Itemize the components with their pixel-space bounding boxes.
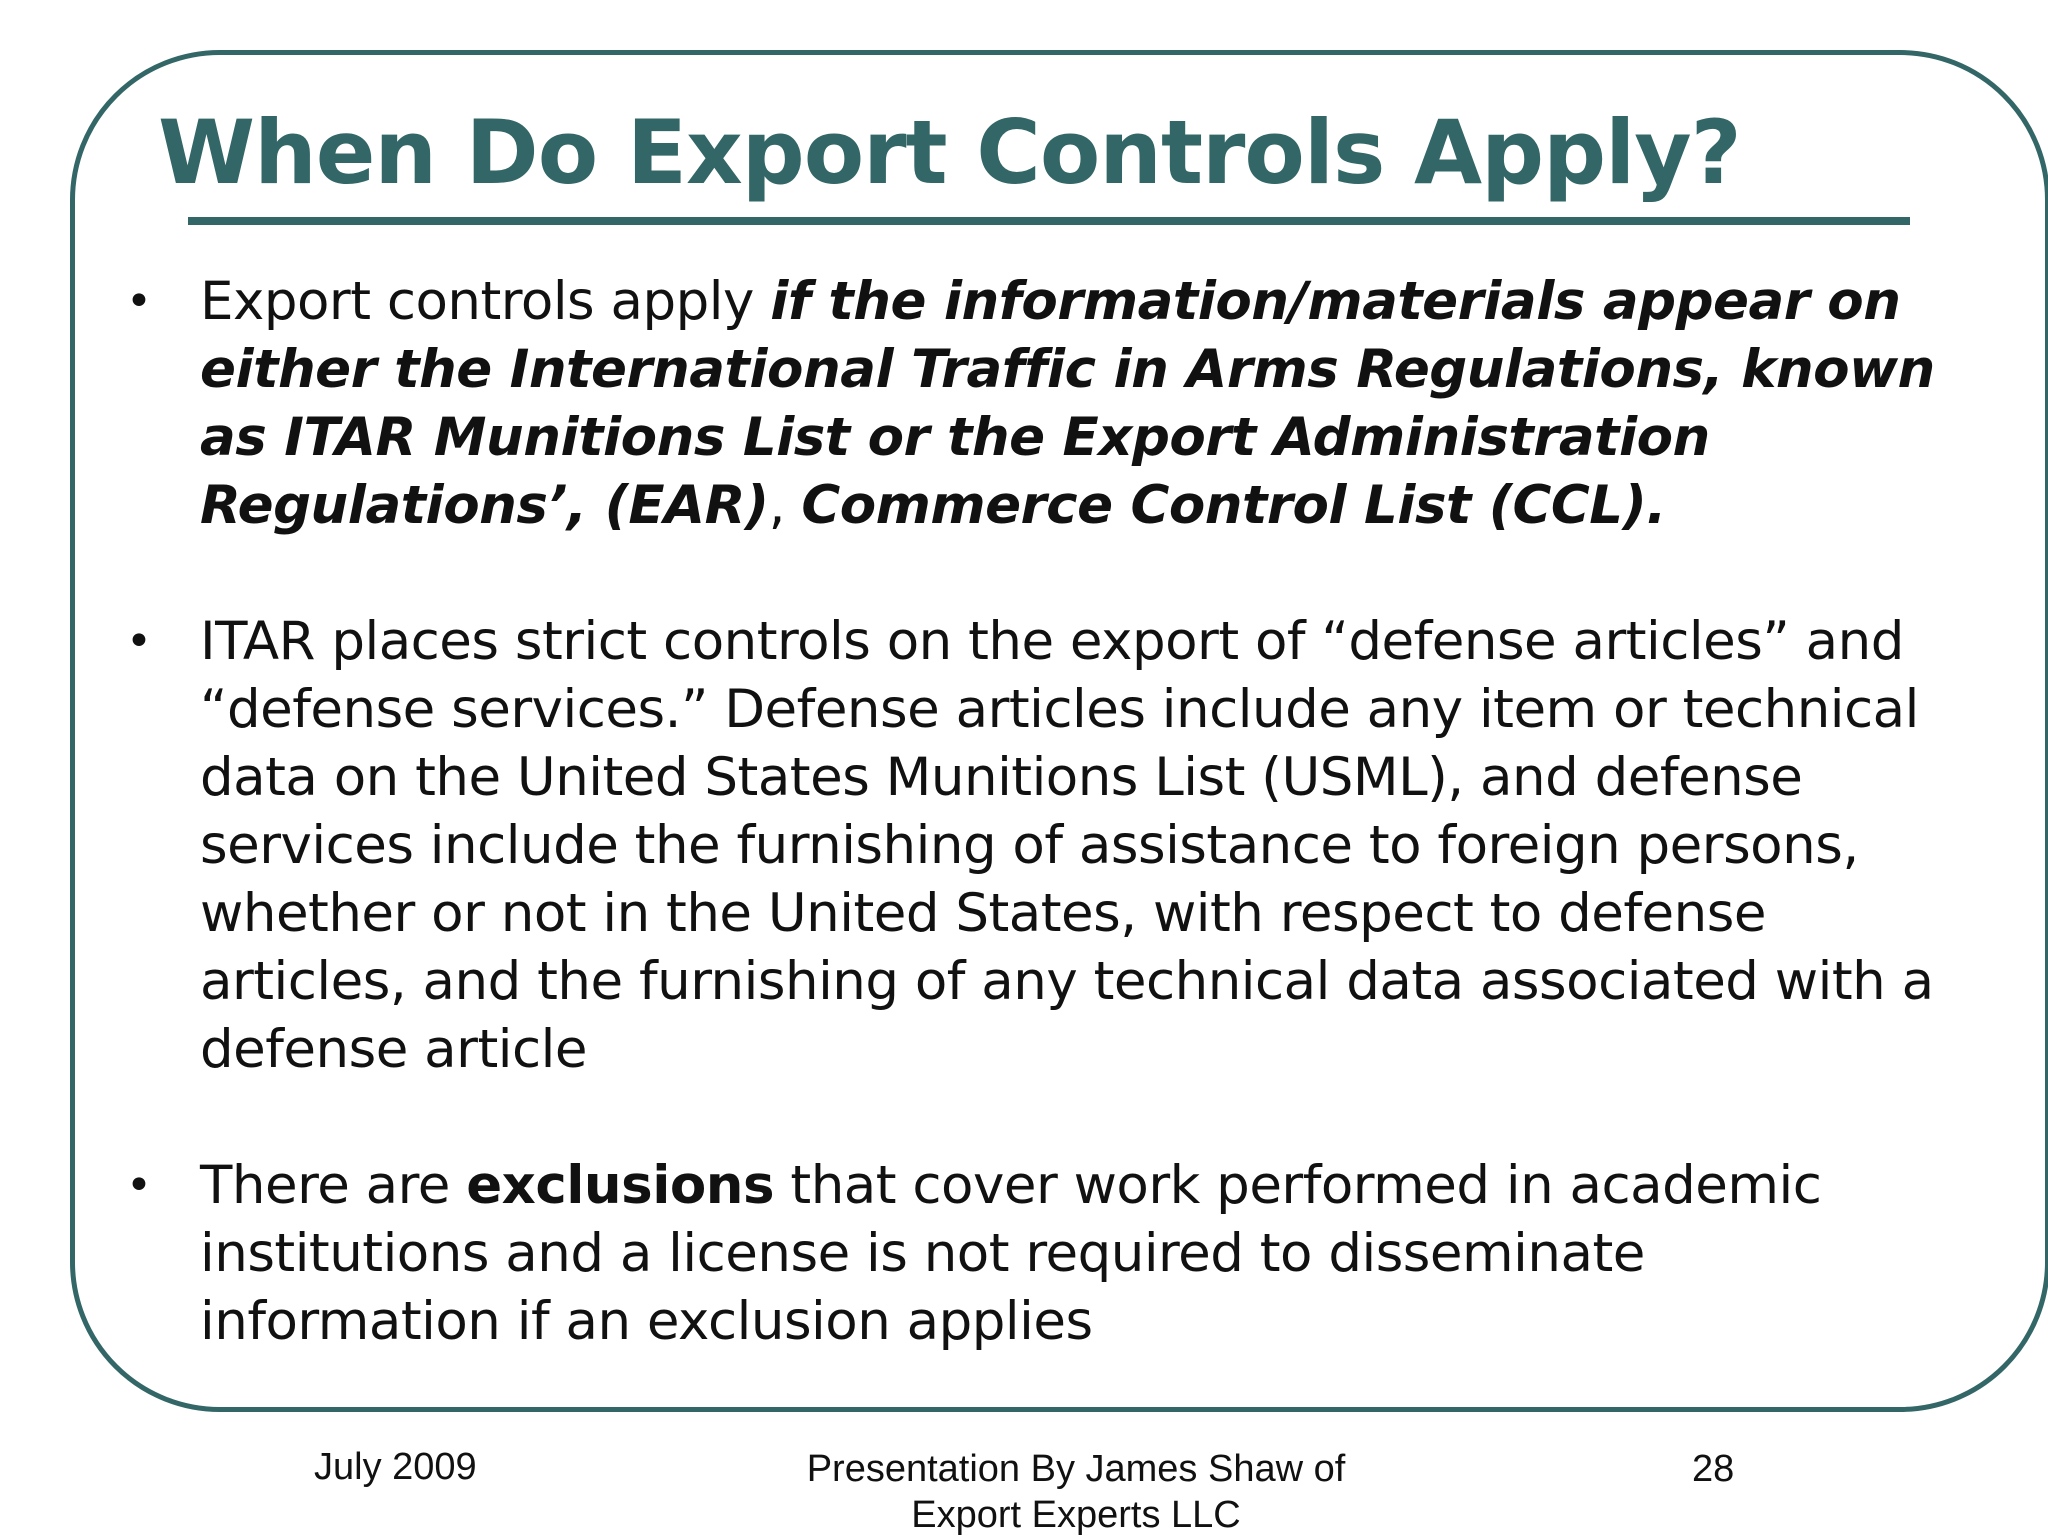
bullet-3-emphasis: exclusions: [466, 1155, 775, 1216]
bullet-1-emphasis: if the information/materials appear on either the International Traffic in Arms Regulations, known as ITAR Munitions List or the Export Administration Regulations’, (EAR): [200, 271, 1935, 536]
bullet-list: [126, 268, 1940, 1424]
page-number: 28: [1692, 1448, 1735, 1490]
bullet-item-exclusions: [126, 1152, 1940, 1356]
bullet-3-lead: There are: [200, 1155, 467, 1216]
bullet-item-itar: [126, 608, 1940, 1084]
bullet-item-export-controls: [126, 268, 1940, 540]
footer-credit: Presentation By James Shaw of Export Experts LLC: [806, 1448, 1346, 1536]
bullet-3-tail: that cover work performed in academic institutions and a license is not required to disseminate information if an exclusion applies: [200, 1155, 1822, 1352]
slide-title: When Do Export Controls Apply?: [158, 101, 1741, 204]
bullet-1-separator: ,: [768, 475, 802, 536]
bullet-point-icon: •: [126, 276, 152, 327]
bullet-point-icon: •: [126, 616, 152, 667]
bullet-point-icon: •: [126, 1160, 152, 1211]
bullet-1-emphasis-ccl: Commerce Control List (CCL).: [801, 475, 1666, 536]
title-underline: [188, 217, 1910, 225]
footer-date: July 2009: [314, 1446, 477, 1488]
bullet-1-lead: Export controls apply: [200, 271, 771, 332]
bullet-2-text: ITAR places strict controls on the export of “defense articles” and “defense services.” Defense articles include any item or technical data on the United States Munitions List (USML), and defense services include the furnishing of assistance to foreign persons, whether or not in the United States, with respect to defense articles, and the furnishing of any technical data associated with a defense article: [200, 611, 1934, 1080]
